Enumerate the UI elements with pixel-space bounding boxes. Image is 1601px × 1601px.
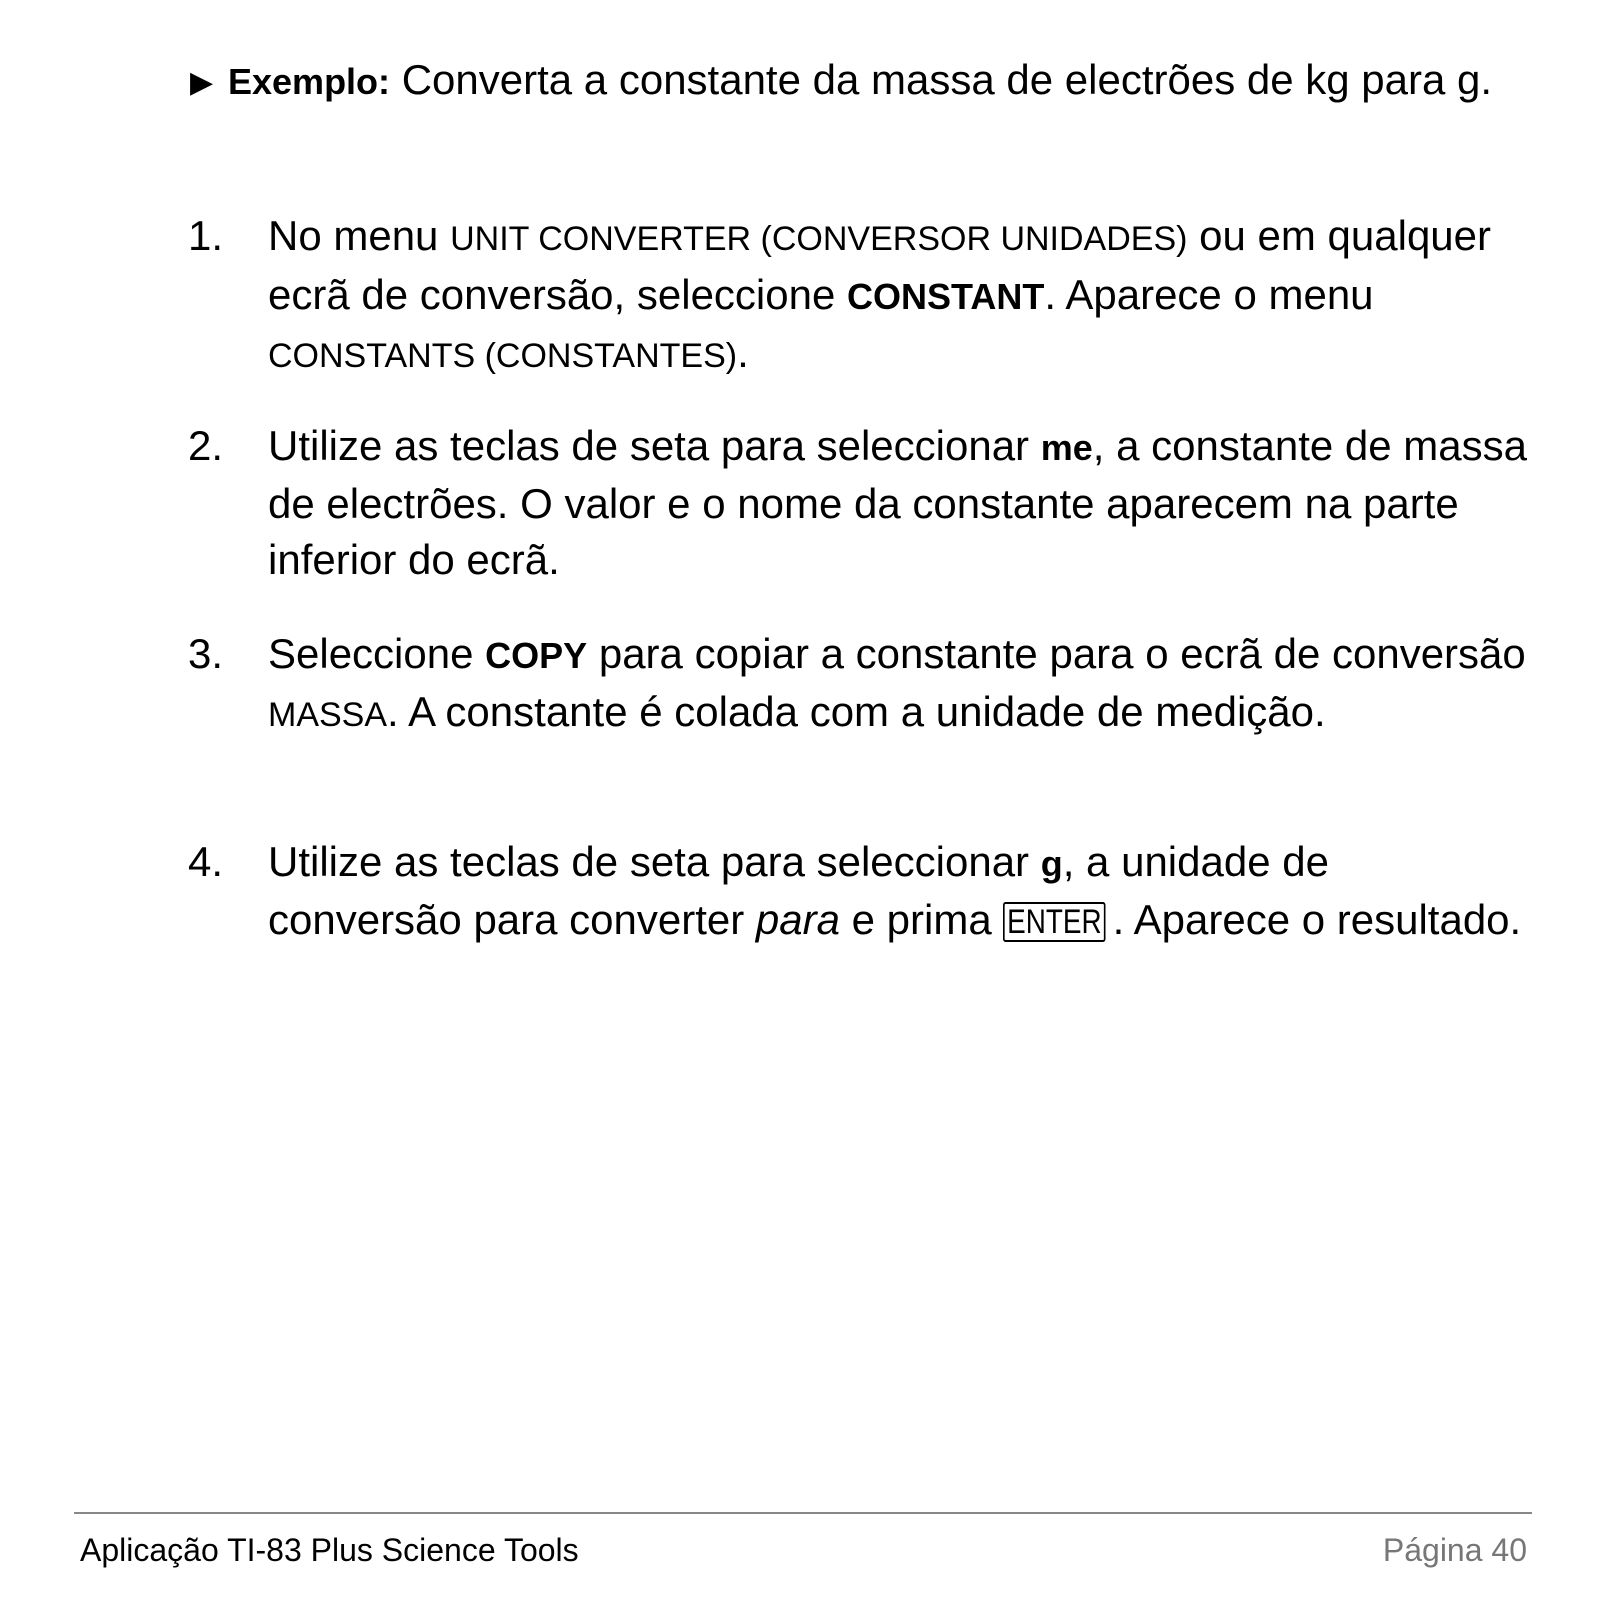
softkey-label: CONSTANT [847,276,1045,317]
step-text [268,834,1528,948]
text-run: No menu [268,212,451,259]
step-text [268,208,1528,384]
softkey-label: COPY [485,635,588,676]
text-run: . Aparece o menu [1044,271,1374,318]
menu-name: CONSTANTS (CONSTANTES) [268,337,738,375]
step-number: 3. [188,630,224,677]
page-number: Página 40 [1382,1532,1527,1568]
emphasis-text: para [755,896,840,943]
step-text [268,626,1528,743]
step-4 [188,834,1528,948]
example-text: Converta a constante da massa de electrões de kg para g. [390,56,1493,103]
constant-symbol: me [1040,427,1093,468]
footer-title: Aplicação TI-83 Plus Science Tools [80,1532,579,1568]
play-triangle-icon: ▶ [190,66,214,99]
menu-name: UNIT CONVERTER (CONVERSOR UNIDADES) [450,220,1188,258]
step-3 [188,626,1528,743]
step-number: 2. [188,422,224,469]
text-run: Utilize as teclas de seta para seleccionar [268,838,1041,885]
text-run: . Aparece o resultado. [1112,896,1522,943]
footer-divider [74,1512,1532,1514]
text-run: . A constante é colada com a unidade de medição. [387,688,1326,735]
text-run: e prima [839,896,1004,943]
step-2 [188,418,1528,588]
step-1 [188,208,1528,384]
example-lead: Exemplo: [228,61,391,102]
text-run: , a constante de massa de electrões. O valor e o nome da constante aparecem na parte inferior do ecrã. [268,422,1528,583]
enter-key: ENTER [1003,902,1106,942]
text-run: Seleccione [268,630,486,677]
text-run: , a unidade de conversão para converter [268,838,1329,943]
step-number: 4. [188,838,224,885]
unit-symbol: g [1040,843,1063,884]
step-text [268,418,1528,588]
example-paragraph [190,52,1568,111]
step-number: 1. [188,212,224,259]
text-run: Utilize as teclas de seta para seleccionar [268,422,1041,469]
text-run: . [737,329,749,376]
text-run: ou em qualquer ecrã de conversão, seleccione [268,212,1492,318]
screen-name: MASSA [268,696,388,734]
text-run: para copiar a constante para o ecrã de conversão [587,630,1526,677]
